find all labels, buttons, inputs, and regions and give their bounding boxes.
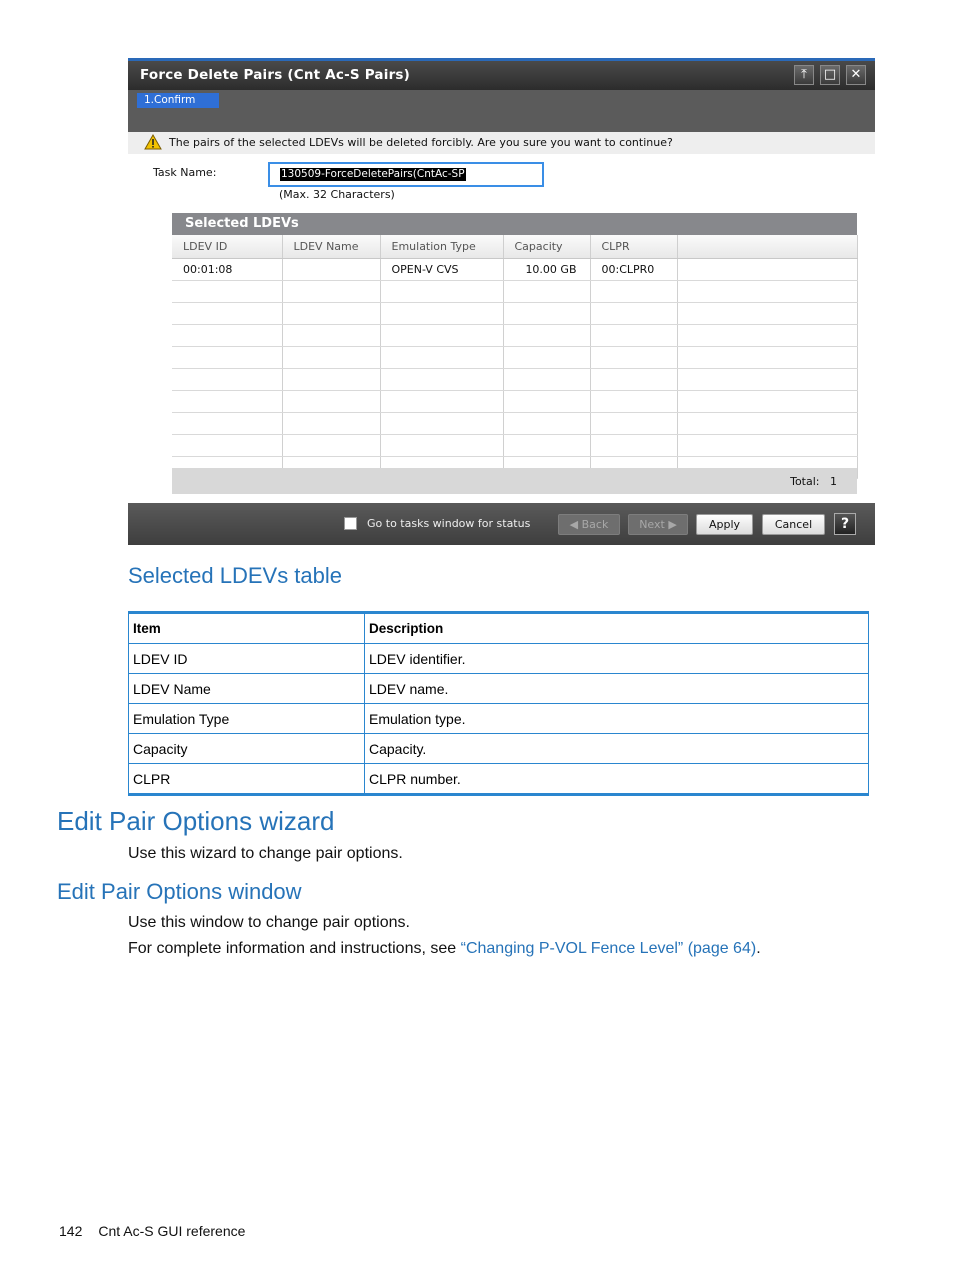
ref-table-header: Item (129, 613, 365, 644)
ldev-empty-row (172, 303, 857, 325)
ldev-empty-cell (380, 325, 503, 347)
go-to-tasks-checkbox[interactable] (344, 517, 357, 530)
ldev-column-header[interactable]: Capacity (503, 235, 590, 259)
ldev-empty-cell (503, 325, 590, 347)
ref-table-row (129, 674, 869, 704)
ldev-column-header[interactable]: Emulation Type (380, 235, 503, 259)
ldev-row[interactable] (172, 259, 857, 281)
ref-table-row (129, 704, 869, 734)
ref-item-cell: CLPR (129, 764, 365, 795)
ldev-empty-cell (503, 303, 590, 325)
ldev-empty-cell (677, 369, 857, 391)
ldev-empty-cell (172, 391, 282, 413)
ldev-empty-cell (380, 369, 503, 391)
warning-row (128, 132, 875, 154)
window-heading: Edit Pair Options window (57, 879, 302, 904)
ldev-empty-cell (590, 369, 677, 391)
ldev-empty-row (172, 435, 857, 457)
ldev-empty-cell (380, 347, 503, 369)
ldev-empty-row (172, 391, 857, 413)
go-to-tasks-label: Go to tasks window for status (367, 517, 531, 530)
ldev-empty-cell (590, 325, 677, 347)
ref-description-cell: Emulation type. (365, 704, 869, 734)
dialog-title: Force Delete Pairs (Cnt Ac-S Pairs) (140, 67, 411, 83)
total-count (790, 475, 837, 488)
info-suffix: . (756, 940, 761, 957)
ref-table-header: Description (365, 613, 869, 644)
selected-ldevs-panel (172, 213, 857, 494)
close-icon[interactable]: ✕ (846, 65, 866, 85)
total-value: 1 (830, 475, 837, 488)
task-name-value[interactable]: 130509-ForceDeletePairs(CntAc-SP (281, 168, 465, 180)
ldev-empty-row (172, 413, 857, 435)
ldev-empty-cell (677, 281, 857, 303)
ldev-empty-cell (380, 435, 503, 457)
ldev-empty-cell (590, 391, 677, 413)
selected-ldevs-footer (172, 468, 857, 494)
ldev-empty-cell (677, 303, 857, 325)
ldev-empty-cell (172, 369, 282, 391)
maximize-icon[interactable]: □ (820, 65, 840, 85)
ldev-empty-cell (172, 413, 282, 435)
info-paragraph (128, 940, 761, 958)
ldev-empty-cell (503, 347, 590, 369)
ref-description-cell: LDEV name. (365, 674, 869, 704)
changing-fence-level-link[interactable]: “Changing P-VOL Fence Level” (page 64) (460, 940, 757, 957)
ldev-empty-cell (503, 281, 590, 303)
warning-text: The pairs of the selected LDEVs will be deleted forcibly. Are you sure you want to continue? (169, 136, 673, 149)
ref-item-cell: LDEV ID (129, 644, 365, 674)
ref-table-row (129, 764, 869, 795)
ldev-empty-cell (380, 303, 503, 325)
ldev-column-header[interactable]: CLPR (590, 235, 677, 259)
ldev-empty-row (172, 347, 857, 369)
ref-table-row (129, 734, 869, 764)
ldev-empty-cell (172, 281, 282, 303)
task-name-hint: (Max. 32 Characters) (279, 188, 395, 201)
ldev-empty-cell (380, 391, 503, 413)
ldev-empty-cell (282, 303, 380, 325)
dialog-button-bar (128, 503, 875, 545)
wizard-text: Use this wizard to change pair options. (128, 845, 403, 862)
ldev-column-header[interactable]: LDEV ID (172, 235, 282, 259)
ldev-column-header[interactable]: LDEV Name (282, 235, 380, 259)
page-footer (59, 1223, 261, 1239)
ldev-empty-cell (503, 413, 590, 435)
page-number: 142 (59, 1223, 83, 1239)
wizard-heading: Edit Pair Options wizard (57, 806, 335, 836)
ldev-cell: 10.00 GB (503, 259, 590, 281)
ldev-empty-cell (380, 413, 503, 435)
ref-item-cell: LDEV Name (129, 674, 365, 704)
warning-icon (144, 134, 162, 150)
total-label: Total: (790, 475, 820, 488)
ldev-cell: 00:01:08 (172, 259, 282, 281)
ldev-empty-cell (380, 281, 503, 303)
ldev-empty-cell (677, 391, 857, 413)
ref-description-cell: CLPR number. (365, 764, 869, 795)
ldev-empty-row (172, 369, 857, 391)
ldev-empty-cell (172, 347, 282, 369)
ref-description-cell: Capacity. (365, 734, 869, 764)
ldev-empty-cell (172, 303, 282, 325)
ldev-empty-cell (172, 325, 282, 347)
task-name-input[interactable] (268, 162, 544, 187)
ldev-empty-cell (590, 281, 677, 303)
dialog-titlebar (128, 61, 875, 90)
ldev-empty-cell (677, 347, 857, 369)
selected-ldevs-table-heading: Selected LDEVs table (128, 563, 343, 588)
ref-table-row (129, 644, 869, 674)
ldev-cell: OPEN-V CVS (380, 259, 503, 281)
next-button[interactable]: Next ▶ (628, 514, 688, 535)
ldev-empty-cell (282, 281, 380, 303)
cancel-button[interactable]: Cancel (762, 514, 825, 535)
ldev-empty-cell (282, 435, 380, 457)
ldev-empty-cell (590, 303, 677, 325)
selected-ldevs-title: Selected LDEVs (185, 216, 299, 231)
ldev-empty-cell (282, 347, 380, 369)
ldev-empty-cell (590, 413, 677, 435)
ref-item-cell: Emulation Type (129, 704, 365, 734)
ldev-empty-cell (677, 435, 857, 457)
info-prefix: For complete information and instructions, see (128, 940, 461, 957)
ldev-empty-cell (172, 435, 282, 457)
ldev-empty-cell (282, 369, 380, 391)
ldev-column-header[interactable] (677, 235, 857, 259)
ldev-empty-cell (590, 435, 677, 457)
ldev-empty-row (172, 281, 857, 303)
ldev-cell (677, 259, 857, 281)
force-delete-pairs-dialog (128, 58, 875, 545)
ldev-cell: 00:CLPR0 (590, 259, 677, 281)
ref-description-cell: LDEV identifier. (365, 644, 869, 674)
selected-ldevs-grid (172, 235, 858, 479)
ldev-cell (282, 259, 380, 281)
selected-ldevs-header (172, 213, 857, 235)
ref-item-cell: Capacity (129, 734, 365, 764)
footer-section: Cnt Ac-S GUI reference (98, 1223, 246, 1239)
back-button[interactable]: ◀ Back (558, 514, 620, 535)
ldev-empty-cell (503, 391, 590, 413)
apply-button[interactable]: Apply (696, 514, 753, 535)
step-confirm-tab[interactable]: 1.Confirm (137, 93, 219, 108)
selected-ldevs-reference-table (128, 611, 869, 796)
wizard-step-band (128, 90, 875, 132)
ldev-empty-cell (282, 391, 380, 413)
ldev-empty-row (172, 325, 857, 347)
ldev-empty-cell (590, 347, 677, 369)
task-name-label: Task Name: (153, 166, 217, 179)
ldev-empty-cell (503, 369, 590, 391)
ldev-empty-cell (677, 413, 857, 435)
help-icon[interactable]: ? (834, 513, 856, 535)
ldev-empty-cell (677, 325, 857, 347)
restore-icon[interactable]: ⤒ (794, 65, 814, 85)
window-text: Use this window to change pair options. (128, 914, 410, 931)
ldev-empty-cell (282, 413, 380, 435)
ldev-empty-cell (503, 435, 590, 457)
ldev-empty-cell (282, 325, 380, 347)
